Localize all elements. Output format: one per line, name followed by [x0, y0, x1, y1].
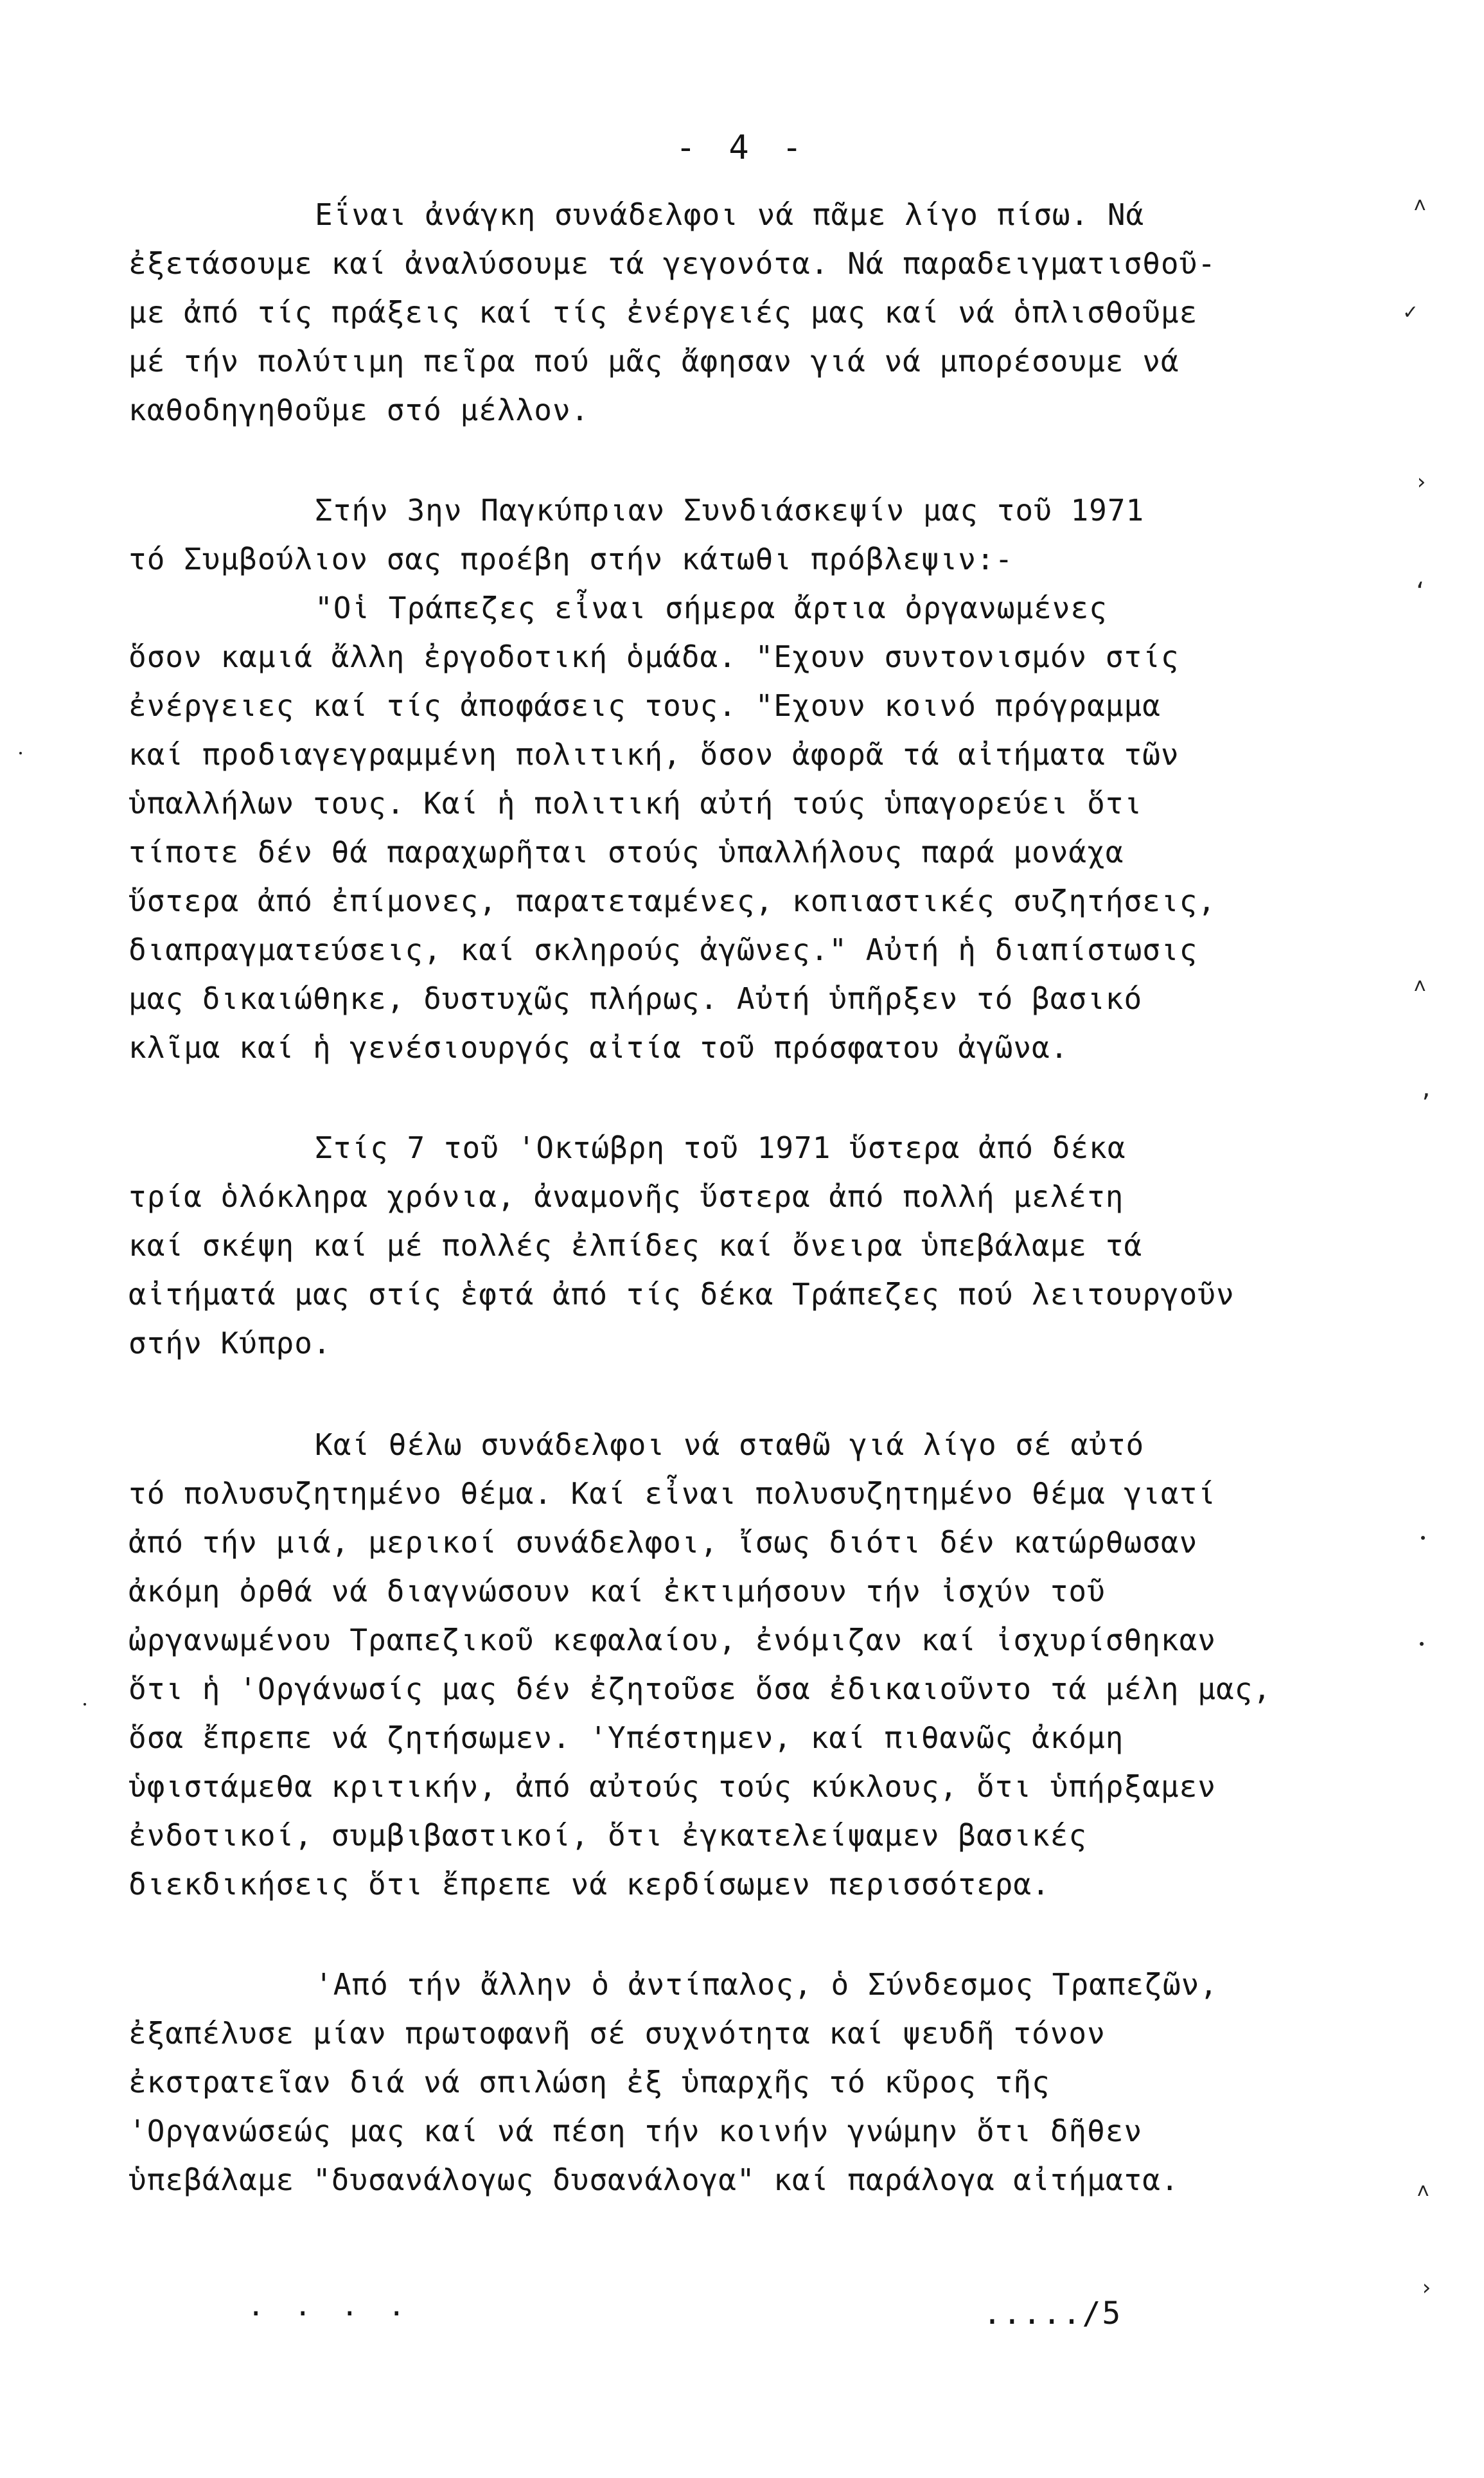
- text-line: ὅτι ἡ 'Οργάνωσίς μας δέν ἐζητοῦσε ὅσα ἐδικαιοῦντο τά μέλη μας,: [128, 1671, 1272, 1706]
- paragraph-2: [128, 486, 1349, 1072]
- scan-mark-icon: ˄: [1413, 974, 1427, 999]
- text-line: ἀκόμη ὀρθά νά διαγνώσουν καί ἐκτιμήσουν τήν ἰσχύν τοῦ: [128, 1574, 1106, 1609]
- text-line: ἐξετάσουμε καί ἀναλύσουμε τά γεγονότα. Νά παραδειγματισθοῦ-: [128, 246, 1216, 281]
- text-line: ὑπεβάλαμε "δυσανάλογως δυσανάλογα" καί παράλογα αἰτήματα.: [128, 2162, 1179, 2197]
- text-line: ὑφιστάμεθα κριτικήν, ἀπό αὐτούς τούς κύκλους, ὅτι ὑπήρξαμεν: [128, 1769, 1216, 1804]
- scan-mark-icon: ›: [1420, 2275, 1433, 2301]
- text-line: αἰτήματά μας στίς ἑφτά ἀπό τίς δέκα Τράπεζες πού λειτουργοῦν: [128, 1277, 1235, 1312]
- text-line: ἐκστρατεῖαν διά νά σπιλώση ἐξ ὑπαρχῆς τό κῦρος τῆς: [128, 2065, 1050, 2099]
- text-line: ὅσον καμιά ἄλλη ἐργοδοτική ὁμάδα. "Εχουν συντονισμόν στίς: [128, 639, 1179, 674]
- text-line: ἐνέργειες καί τίς ἀποφάσεις τους. "Εχουν κοινό πρόγραμμα: [128, 688, 1161, 723]
- text-line: ἀπό τήν μιά, μερικοί συνάδελφοι, ἴσως διότι δέν κατώρθωσαν: [128, 1525, 1198, 1560]
- text-line: τίποτε δέν θά παραχωρῆται στούς ὑπαλλήλους παρά μονάχα: [128, 835, 1124, 869]
- scan-speck-icon: [1421, 1536, 1425, 1540]
- text-line: τρία ὁλόκληρα χρόνια, ἀναμονῆς ὕστερα ἀπό πολλή μελέτη: [128, 1179, 1124, 1214]
- text-line: μας δικαιώθηκε, δυστυχῶς πλήρως. Αὐτή ὑπῆρξεν τό βασικό: [128, 981, 1143, 1016]
- text-line: ἐξαπέλυσε μίαν πρωτοφανῆ σέ συχνότητα καί ψευδῆ τόνον: [128, 2016, 1106, 2051]
- text-line: κλῖμα καί ἡ γενέσιουργός αἰτία τοῦ πρόσφατου ἀγῶνα.: [128, 1030, 1069, 1065]
- paragraph-1: [128, 190, 1349, 434]
- text-line: ὅσα ἔπρεπε νά ζητήσωμεν. 'Υπέστημεν, καί πιθανῶς ἀκόμη: [128, 1720, 1124, 1755]
- continuation-marker: ...../5: [983, 2295, 1122, 2331]
- scan-speck-icon: [1420, 1642, 1424, 1646]
- scan-mark-icon: ✓: [1404, 299, 1417, 325]
- scan-speck-icon: [84, 1703, 86, 1706]
- text-line: "Οἱ Τράπεζες εἶναι σήμερα ἄρτια ὀργανωμένες: [315, 591, 1108, 625]
- text-line: ὠργανωμένου Τραπεζικοῦ κεφαλαίου, ἐνόμιζαν καί ἰσχυρίσθηκαν: [128, 1623, 1216, 1657]
- text-line: ἐνδοτικοί, συμβιβαστικοί, ὅτι ἐγκατελείψαμεν βασικές: [128, 1818, 1088, 1853]
- text-line: διεκδικήσεις ὅτι ἔπρεπε νά κερδίσωμεν περισσότερα.: [128, 1867, 1050, 1902]
- text-line: Στήν 3ην Παγκύπριαν Συνδιάσκεψίν μας τοῦ 1971: [315, 493, 1145, 528]
- page-number: - 4 -: [675, 129, 809, 167]
- paragraph-4: [128, 1420, 1349, 1909]
- text-line: τό Συμβούλιον σας προέβη στήν κάτωθι πρόβλεψιν:-: [128, 542, 1014, 576]
- text-line: τό πολυσυζητημένο θέμα. Καί εἶναι πολυσυζητημένο θέμα γιατί: [128, 1476, 1216, 1511]
- text-line: με ἀπό τίς πράξεις καί τίς ἐνέργειές μας καί νά ὁπλισθοῦμε: [128, 295, 1198, 330]
- scan-mark-icon: ˄: [1417, 2179, 1430, 2204]
- text-line: καί σκέψη καί μέ πολλές ἐλπίδες καί ὄνειρα ὑπεβάλαμε τά: [128, 1228, 1143, 1263]
- paragraph-5: [128, 1960, 1349, 2204]
- text-line: ὑπαλλήλων τους. Καί ἡ πολιτική αὐτή τούς ὑπαγορεύει ὅτι: [128, 786, 1143, 821]
- text-line: ὕστερα ἀπό ἐπίμονες, παρατεταμένες, κοπιαστικές συζητήσεις,: [128, 884, 1216, 918]
- text-line: καθοδηγηθοῦμε στό μέλλον.: [128, 393, 590, 427]
- scan-speck-icon: [19, 752, 22, 754]
- scan-mark-icon: ‘: [1413, 578, 1427, 604]
- text-line: 'Οργανώσεώς μας καί νά πέση τήν κοινήν γνώμην ὅτι δῆθεν: [128, 2114, 1143, 2148]
- scan-mark-icon: ›: [1415, 469, 1428, 495]
- text-line: Καί θέλω συνάδελφοι νά σταθῶ γιά λίγο σέ αὐτό: [315, 1427, 1145, 1462]
- text-line: Στίς 7 τοῦ 'Οκτώβρη τοῦ 1971 ὕστερα ἀπό δέκα: [315, 1130, 1126, 1165]
- text-line: καί προδιαγεγραμμένη πολιτική, ὅσον ἀφορᾶ τά αἰτήματα τῶν: [128, 737, 1179, 772]
- text-line: στήν Κύπρο.: [128, 1326, 331, 1360]
- text-line: Εΐναι ἀνάγκη συνάδελφοι νά πᾶμε λίγο πίσω. Νά: [315, 197, 1145, 232]
- scan-mark-icon: ˄: [1413, 193, 1427, 218]
- text-line: 'Από τήν ἄλλην ὁ ἀντίπαλος, ὁ Σύνδεσμος Τραπεζῶν,: [315, 1967, 1219, 2002]
- text-line: διαπραγματεύσεις, καί σκληρούς ἀγῶνες." Αὐτή ἡ διαπίστωσις: [128, 932, 1198, 967]
- footer-dots: · · · ·: [247, 2297, 412, 2330]
- paragraph-3: [128, 1123, 1349, 1368]
- scan-mark-icon: ,: [1420, 1076, 1433, 1102]
- text-line: μέ τήν πολύτιμη πεῖρα πού μᾶς ἄφησαν γιά νά μπορέσουμε νά: [128, 344, 1179, 379]
